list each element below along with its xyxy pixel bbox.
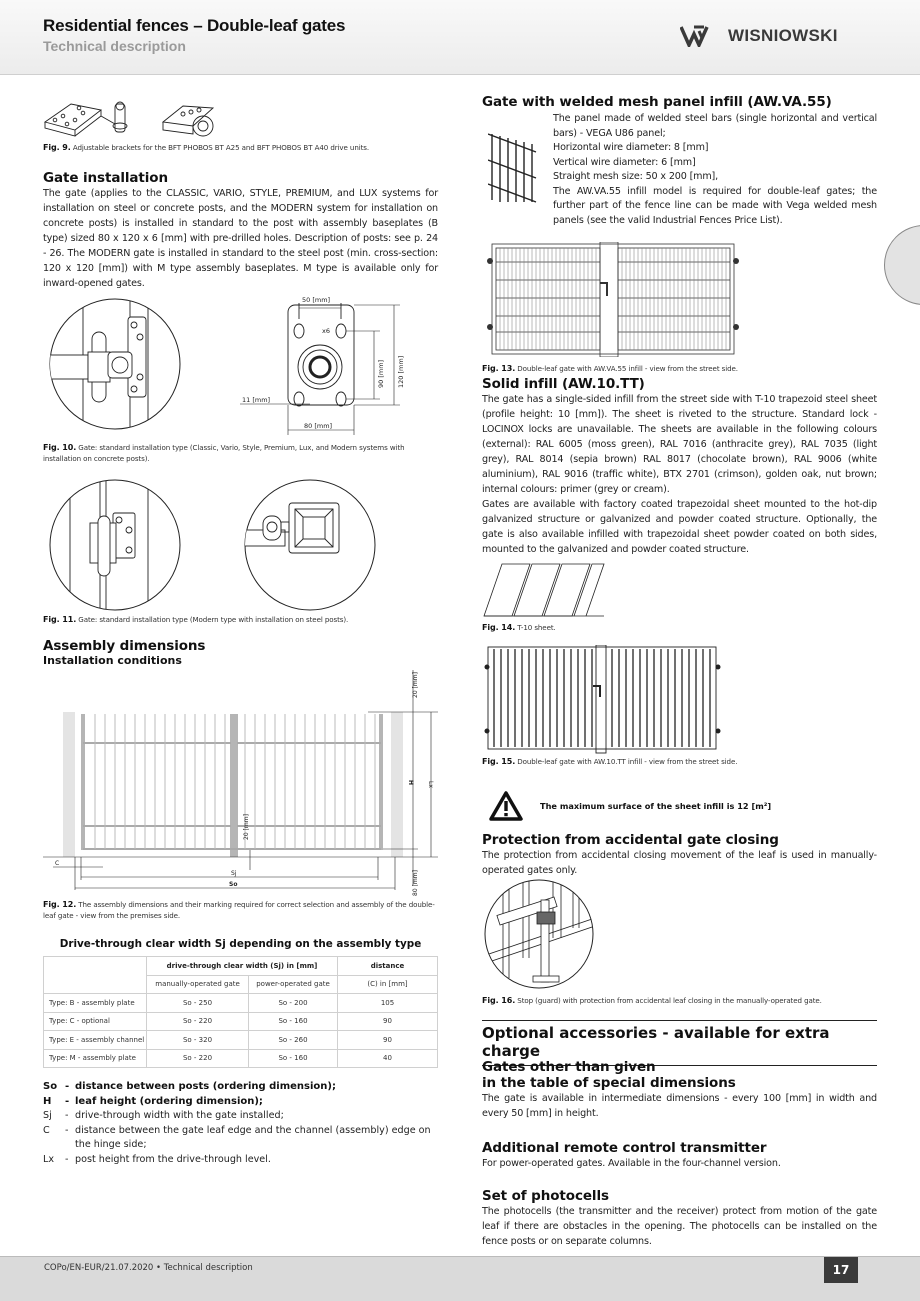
- protection-heading: Protection from accidental gate closing: [482, 832, 779, 848]
- page-subtitle: Technical description: [43, 38, 186, 54]
- page-footer: [0, 1256, 920, 1301]
- page-title: Residential fences – Double-leaf gates: [43, 16, 346, 35]
- accessories-heading: Optional accessories - available for extra charge: [482, 1020, 877, 1066]
- fig12-caption: Fig. 12. The assembly dimensions and their marking required for correct selection and assembly of the double-leaf gate - view from the premises side.: [43, 900, 435, 920]
- fig11-post-detail: [243, 478, 378, 613]
- protection-section: [482, 832, 877, 878]
- dim-120mm: 120 [mm]: [397, 355, 405, 388]
- side-page-tab: [884, 225, 920, 305]
- dim-C: C: [55, 860, 60, 867]
- document-reference: COPo/EN-EUR/21.07.2020 • Technical description: [44, 1263, 253, 1273]
- gate-installation-section: [43, 170, 438, 291]
- brand-logo: [680, 25, 838, 47]
- table-row: Type: C - optional So - 220 So - 160 90: [44, 1012, 438, 1031]
- warning-triangle-icon: [488, 790, 524, 822]
- sub-header: manually-operated gate: [147, 975, 249, 994]
- solid-infill-section: [482, 376, 877, 557]
- legend-item: Lx - post height from the drive-through level.: [43, 1153, 271, 1165]
- legend-item: So - distance between posts (ordering dimension);: [43, 1081, 336, 1092]
- dimension-legend: [43, 1080, 438, 1167]
- sub-header: (C) in [mm]: [338, 975, 438, 994]
- gate-installation-body: The gate (applies to the CLASSIC, VARIO, STYLE, PREMIUM, and LUX systems for installation on steel or concrete posts, and the MODERN system for installation on concrete posts) is installed in standard to the post with assembly baseplates (B type) sized 80 x 120 x 6 [mm] with pre-drilled holes. Description of posts: see p. 24 - 26. The MODERN gate is installed in standard to the steel post (min. cross-section: 120 x 120 [mm]) with M type assembly baseplates. M type is available only for inward-opened gates.: [43, 188, 438, 289]
- distance-header: distance: [338, 957, 438, 976]
- accessory-remote-transmitter: [482, 1140, 877, 1171]
- dim-top-20mm: 20 [mm]: [412, 672, 419, 698]
- fig15-solid-gate-drawing: [482, 645, 722, 755]
- fig13-caption: Fig. 13. Double-leaf gate with AW.VA.55 infill - view from the street side.: [482, 364, 738, 373]
- mesh-panel-icon: [488, 130, 538, 205]
- fig10-caption: Fig. 10. Gate: standard installation type (Classic, Vario, Style, Premium, Lux, and Modern systems with installation on concrete posts).: [43, 443, 405, 463]
- fig16-caption: Fig. 16. Stop (guard) with protection from accidental leaf closing in the manually-operated gate.: [482, 996, 822, 1005]
- dim-90mm: 90 [mm]: [377, 359, 385, 388]
- fig10-baseplate-drawing: [240, 293, 440, 438]
- dim-So: So: [229, 881, 238, 888]
- page-number: 17: [824, 1257, 858, 1283]
- fig10-hinge-detail: [48, 297, 183, 432]
- accessory-title: Set of photocells: [482, 1188, 609, 1204]
- mesh-heading-wrap: [482, 94, 882, 110]
- mesh-heading: Gate with welded mesh panel infill (AW.VA.55): [482, 94, 832, 110]
- solid-infill-heading: Solid infill (AW.10.TT): [482, 376, 645, 392]
- fig15-caption: Fig. 15. Double-leaf gate with AW.10.TT infill - view from the street side.: [482, 757, 738, 766]
- table-row: Type: B - assembly plate So - 250 So - 200 105: [44, 994, 438, 1013]
- table-row: Type: E - assembly channel So - 320 So - 260 90: [44, 1031, 438, 1050]
- dim-H: H: [407, 780, 414, 786]
- accessory-photocells: [482, 1188, 877, 1249]
- accessory-body: For power-operated gates. Available in the four-channel version.: [482, 1158, 781, 1169]
- mesh-description: The panel made of welded steel bars (single horizontal and vertical bars) - VEGA U86 panel; Horizontal wire diameter: 8 [mm] Vertical wire diameter: 6 [mm] Straight mesh size: 50 x 200 [mm], The AW.VA.55 infill model is required for double-leaf gates; the further part of the fence line can be made with Vega welded mesh panels (see the valid Industrial Fences Price List).: [553, 113, 877, 226]
- solid-infill-body: The gate has a single-sided infill from the street side with T-10 trapezoid steel sheet (profile height: 10 [mm]). The sheet is riveted to the structure. Standard lock - LOCINOX locks are unavailable. The sheets are available in the following colours (external): RAL 6005 (moss green), RAL 7016 (anthracite grey), RAL 7035 (light grey), RAL 8014 (sepia brown) RAL 8017 (chocolate brown), RAL 9006 (white aluminium), RAL 9016 (traffic white), BTX 2701 (crimson), golden oak, nut brown; internal colours: primer (grey or cream).: [482, 394, 877, 495]
- accessory-title: Additional remote control transmitter: [482, 1140, 767, 1156]
- assembly-heading: Assembly dimensions: [43, 638, 206, 654]
- accessory-title-cont: in the table of special dimensions: [482, 1075, 736, 1091]
- brand-name: WISNIOWSKI: [728, 26, 838, 45]
- fig12-assembly-drawing: [43, 670, 443, 896]
- fig14-caption: Fig. 14. T-10 sheet.: [482, 623, 556, 632]
- dim-11mm: 11 [mm]: [242, 396, 271, 404]
- legend-item: H - leaf height (ordering dimension);: [43, 1095, 263, 1107]
- installation-conditions-heading: Installation conditions: [43, 654, 182, 667]
- dim-ground-20mm: 20 [mm]: [243, 814, 250, 840]
- sub-header: power-operated gate: [249, 975, 338, 994]
- protection-body: The protection from accidental closing movement of the leaf is used in manually-operated gates only.: [482, 850, 877, 876]
- fig13-mesh-gate-drawing: [482, 242, 744, 357]
- legend-item: C - distance between the gate leaf edge and the channel (assembly) edge on the hinge side;: [43, 1124, 431, 1150]
- page-header: [0, 0, 920, 75]
- fig11-caption: Fig. 11. Gate: standard installation type (Modern type with installation on steel posts).: [43, 615, 349, 624]
- fig9-illustration: [43, 96, 243, 140]
- accessory-body: The photocells (the transmitter and the receiver) protect from motion of the gate leaf if there are obstacles in the opening. The photocells can be installed on the fence posts or on separate columns.: [482, 1206, 877, 1247]
- clear-width-table: [43, 956, 438, 1068]
- accessory-special-dimensions: [482, 1059, 877, 1121]
- fig16-stop-guard-drawing: [483, 878, 595, 990]
- legend-item: Sj - drive-through width with the gate installed;: [43, 1110, 284, 1121]
- fig11-hinge-detail: [48, 478, 183, 613]
- group-header: drive-through clear width (Sj) in [mm]: [147, 957, 338, 976]
- dim-80mm: 80 [mm]: [304, 422, 333, 430]
- dim-x6: x6: [322, 327, 330, 335]
- dim-50mm: 50 [mm]: [302, 296, 331, 304]
- gate-installation-heading: Gate installation: [43, 170, 168, 186]
- warning-note: [488, 790, 771, 822]
- fig14-t10-sheet-drawing: [482, 560, 607, 620]
- accessory-title: Gates other than given: [482, 1059, 656, 1075]
- solid-infill-body-2: Gates are available with factory coated trapezoidal sheet mounted to the hot-dip galvanized structure or galvanized and powder coated structure. Optionally, the gate is also available infilled with trapezoidal sheet powder coated on both sides, mounted to the galvanized and powder coated structure.: [482, 499, 877, 555]
- bracket-drawing-icon: [43, 96, 243, 140]
- dim-Lx: Lx: [427, 781, 434, 788]
- table-title: Drive-through clear width Sj depending on the assembly type: [59, 938, 422, 950]
- fig9-caption: Fig. 9. Adjustable brackets for the BFT PHOBOS BT A25 and BFT PHOBOS BT A40 drive units.: [43, 143, 370, 152]
- wisniowski-w-logo-icon: [680, 25, 720, 47]
- warning-text: The maximum surface of the sheet infill is 12 [m²]: [540, 801, 772, 811]
- accessory-body: The gate is available in intermediate dimensions - every 100 [mm] in width and every 50 [mm] in height.: [482, 1093, 877, 1119]
- table-row: Type: M - assembly plate So - 220 So - 160 40: [44, 1049, 438, 1068]
- assembly-section: [43, 638, 205, 667]
- dim-bottom-80mm: 80 [mm]: [412, 870, 419, 896]
- dim-Sj: Sj: [231, 870, 237, 877]
